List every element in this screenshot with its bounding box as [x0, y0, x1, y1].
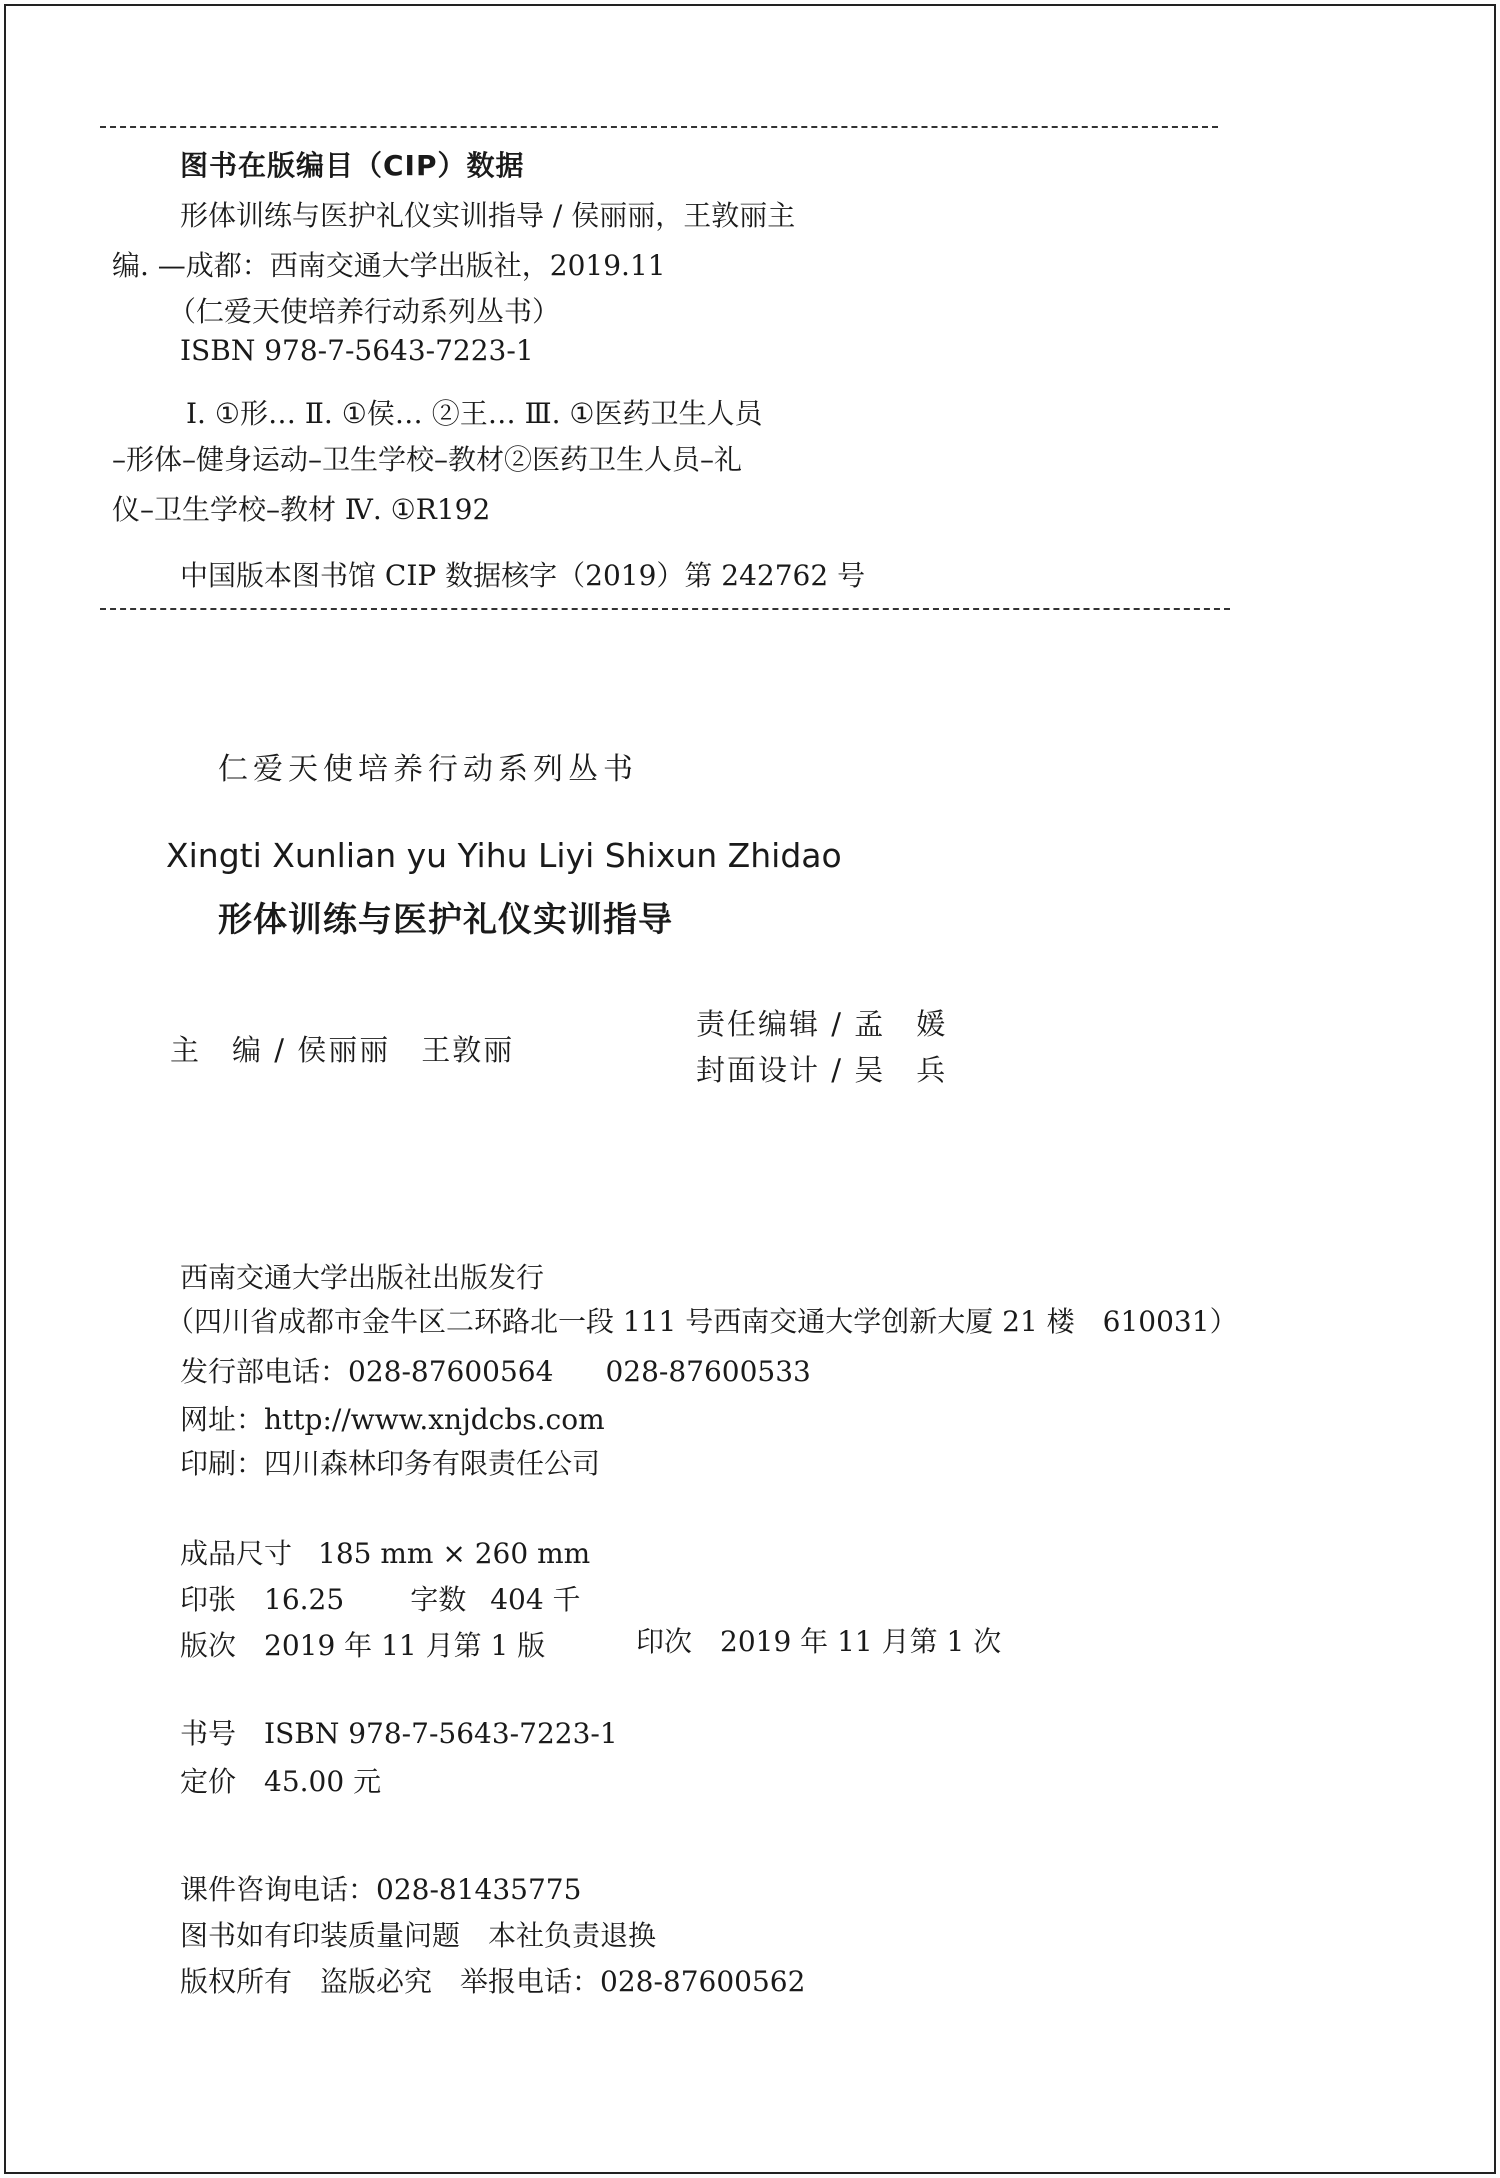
series-name: 仁爱天使培养行动系列丛书 — [218, 752, 638, 787]
cip-verification: 中国版本图书馆 CIP 数据核字（2019）第 242762 号 — [180, 559, 866, 592]
printer-name: 四川森林印务有限责任公司 — [264, 1447, 601, 1480]
rights-note: 版权所有 盗版必究 举报电话：028-87600562 — [180, 1965, 806, 1998]
phone-label: 发行部电话： — [180, 1355, 349, 1388]
sheets-words — [180, 1578, 581, 1618]
phone-number: 028-87600533 — [605, 1355, 811, 1388]
size-value: 185 mm × 260 mm — [318, 1537, 591, 1570]
printing-value: 2019 年 11 月第 1 次 — [720, 1625, 1002, 1658]
responsible-editor — [696, 1002, 947, 1043]
chief-editors-names: 侯丽丽 王敦丽 — [297, 1033, 515, 1067]
price-label: 定价 — [180, 1765, 237, 1798]
book-title: 形体训练与医护礼仪实训指导 — [218, 900, 673, 940]
separator: / — [263, 1033, 298, 1067]
isbn-label: 书号 — [180, 1717, 237, 1750]
separator: / — [820, 1007, 855, 1041]
cover-designer-name: 吴 兵 — [854, 1053, 948, 1087]
separator: / — [820, 1053, 855, 1087]
words-value: 404 千 — [490, 1583, 581, 1616]
finished-size — [180, 1532, 590, 1572]
size-label: 成品尺寸 — [180, 1537, 293, 1570]
printing — [636, 1620, 1001, 1660]
cip-line: Ⅰ. ①形… Ⅱ. ①侯… ②王… Ⅲ. ①医药卫生人员 — [186, 397, 763, 430]
edition-label: 版次 — [180, 1629, 237, 1662]
cip-bottom-divider — [100, 608, 1230, 610]
isbn-value: ISBN 978-7-5643-7223-1 — [264, 1717, 618, 1750]
chief-editors — [170, 1028, 514, 1069]
publisher-phone — [180, 1350, 811, 1390]
url-label: 网址： — [180, 1403, 265, 1436]
courseware-phone: 课件咨询电话：028-81435775 — [180, 1873, 582, 1906]
edition-value: 2019 年 11 月第 1 版 — [264, 1629, 546, 1662]
cover-designer — [696, 1048, 947, 1089]
cip-line: 编. —成都：西南交通大学出版社，2019.11 — [112, 249, 666, 282]
quality-note: 图书如有印装质量问题 本社负责退换 — [180, 1919, 657, 1952]
cip-line: （仁爱天使培养行动系列丛书） — [168, 295, 561, 328]
printing-label: 印次 — [636, 1625, 693, 1658]
sheets-label: 印张 — [180, 1583, 237, 1616]
publisher-address: （四川省成都市金牛区二环路北一段 111 号西南交通大学创新大厦 21 楼 610031） — [166, 1305, 1238, 1338]
sheets-value: 16.25 — [264, 1583, 345, 1616]
edition — [180, 1624, 545, 1664]
url-value: http://www.xnjdcbs.com — [264, 1403, 605, 1436]
responsible-editor-name: 孟 媛 — [854, 1007, 948, 1041]
cip-line: 形体训练与医护礼仪实训指导 / 侯丽丽，王敦丽主 — [180, 199, 796, 232]
publisher-url — [180, 1398, 605, 1438]
price-value: 45.00 元 — [264, 1765, 382, 1798]
cip-isbn: ISBN 978-7-5643-7223-1 — [180, 334, 534, 367]
cip-top-divider — [100, 126, 1218, 128]
cip-line: 仪–卫生学校–教材 Ⅳ. ①R192 — [112, 493, 491, 526]
book-number — [180, 1712, 618, 1752]
cover-design-label: 封面设计 — [696, 1053, 821, 1087]
chief-editors-label: 主 编 — [170, 1033, 264, 1067]
words-label: 字数 — [410, 1583, 467, 1616]
cip-line: –形体–健身运动–卫生学校–教材②医药卫生人员–礼 — [112, 443, 743, 476]
pinyin-title: Xingti Xunlian yu Yihu Liyi Shixun Zhidao — [166, 836, 842, 875]
responsible-editor-label: 责任编辑 — [696, 1007, 821, 1041]
price — [180, 1760, 381, 1800]
printer — [180, 1442, 600, 1482]
cip-heading: 图书在版编目（CIP）数据 — [180, 149, 525, 182]
phone-number: 028-87600564 — [348, 1355, 554, 1388]
publisher-name: 西南交通大学出版社出版发行 — [180, 1261, 545, 1294]
printer-label: 印刷： — [180, 1447, 265, 1480]
